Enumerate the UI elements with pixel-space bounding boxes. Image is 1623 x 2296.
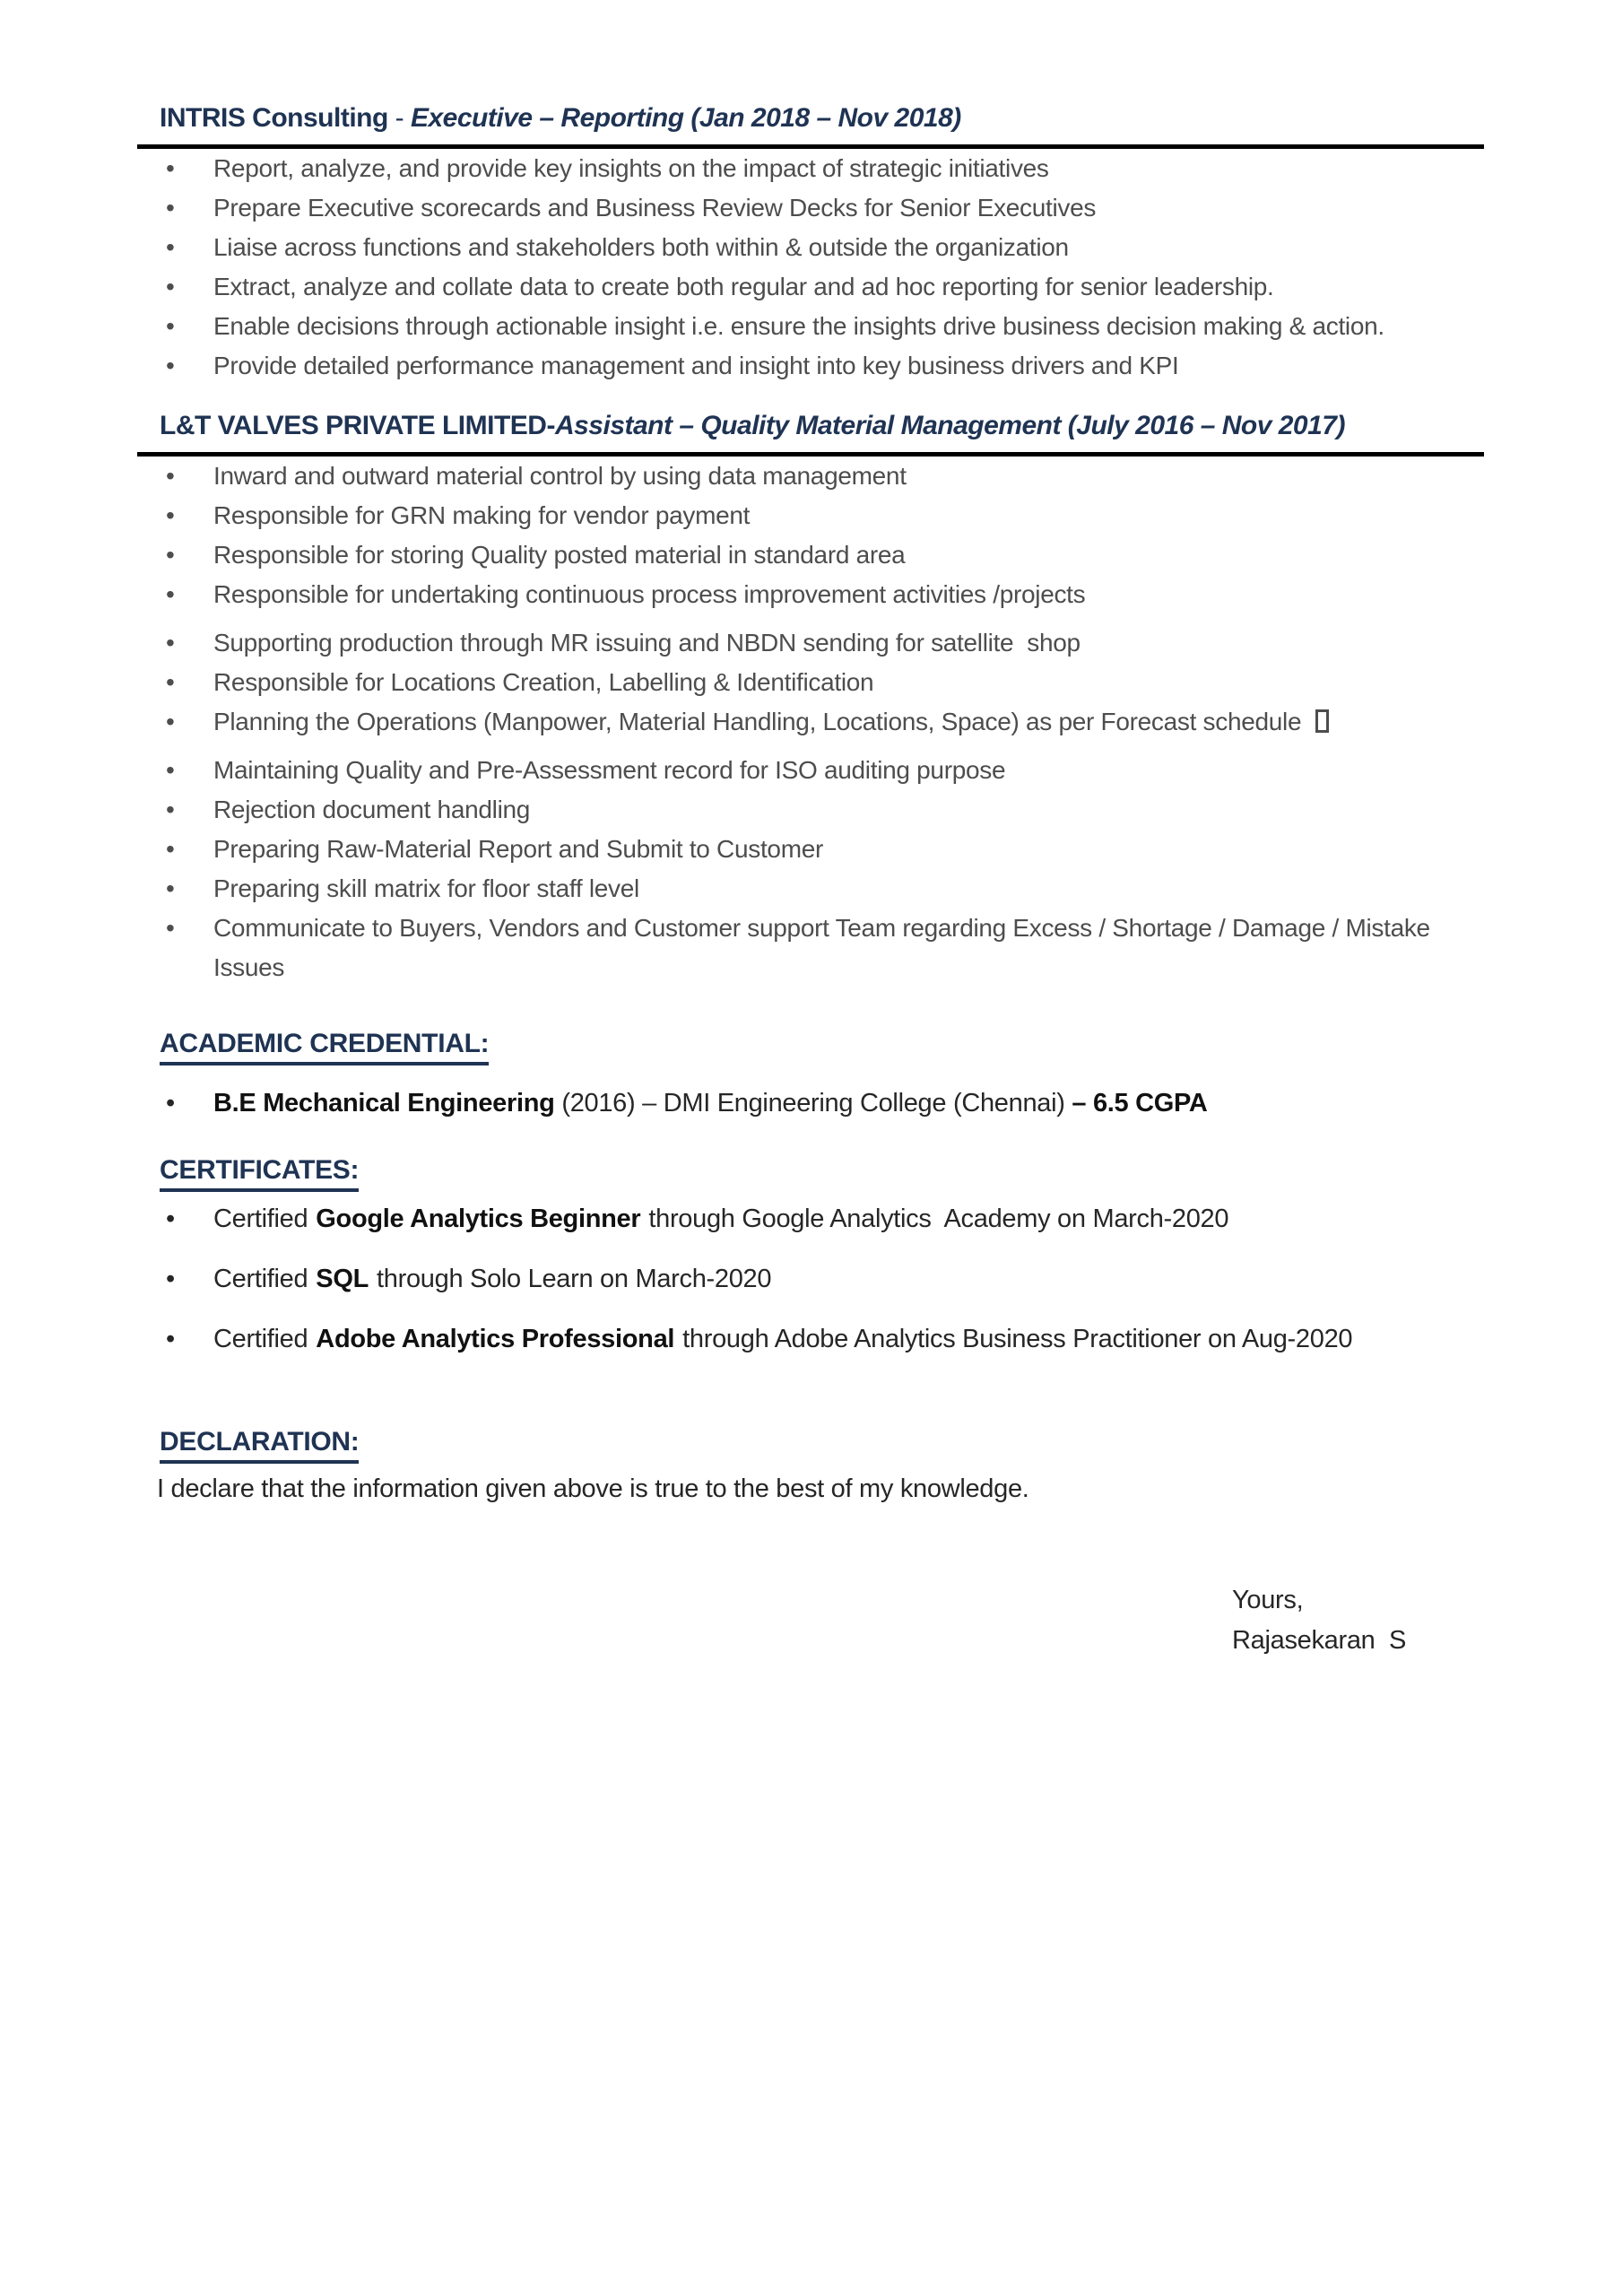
experience1-company: INTRIS Consulting [160, 103, 388, 133]
experience2-bullet-item [137, 535, 1484, 575]
certificate-pre: Certified [213, 1325, 308, 1353]
experience1-bullet-item [137, 267, 1484, 307]
experience2-bullet-item [137, 702, 1484, 742]
experience1-bullet-item [137, 149, 1484, 188]
experience1-separator: - [387, 103, 411, 133]
certificate-name: Adobe Analytics Professional [316, 1325, 675, 1353]
degree-name: B.E Mechanical Engineering [213, 1089, 555, 1118]
experience2-bullet-item [137, 575, 1484, 614]
experience1-bullet-list [137, 149, 1484, 386]
certificates-section-heading [160, 1154, 1484, 1192]
certificate-post: through Adobe Analytics Business Practitioner on Aug-2020 [682, 1325, 1353, 1353]
certificate-post: through Solo Learn on March-2020 [377, 1265, 772, 1293]
experience1-bullet-item [137, 228, 1484, 267]
bullet-text: Inward and outward material control by using data management [213, 462, 907, 490]
experience2-bullet-item [137, 751, 1484, 790]
bullet-text: Responsible for GRN making for vendor payment [213, 501, 751, 529]
experience2-bullet-item [137, 663, 1484, 702]
experience2-bullet-list [137, 457, 1484, 987]
experience2-bullet-item [137, 457, 1484, 496]
certificate-item [137, 1319, 1484, 1359]
experience2-role: Assistant – Quality Material Management (July 2016 – Nov 2017) [554, 411, 1345, 440]
experience2-bullet-item [137, 909, 1484, 987]
degree-detail: (2016) – DMI Engineering College (Chennai) [554, 1089, 1072, 1118]
certificates-list [137, 1199, 1484, 1359]
bullet-text: Enable decisions through actionable insight i.e. ensure the insights drive business decision making & action. [213, 312, 1384, 340]
bullet-text: Extract, analyze and collate data to create both regular and ad hoc reporting for senior leadership. [213, 273, 1274, 300]
experience2-header [160, 408, 1484, 444]
academic-degree-row [137, 1083, 1484, 1123]
experience1-role: Executive – Reporting (Jan 2018 – Nov 2018) [410, 103, 961, 133]
bullet-text: Provide detailed performance management and insight into key business drivers and KPI [213, 352, 1179, 379]
declaration-heading-text: DECLARATION: [160, 1426, 359, 1464]
experience1-header [160, 100, 1484, 136]
signature-block [1232, 1580, 1484, 1661]
certificate-name: SQL [316, 1265, 369, 1293]
experience2-bullet-item [137, 830, 1484, 869]
experience2-bullet-item [137, 623, 1484, 663]
certificate-item [137, 1259, 1484, 1299]
bullet-text: Responsible for undertaking continuous process improvement activities /projects [213, 580, 1086, 608]
signature-salutation: Yours, [1232, 1586, 1304, 1614]
experience2-bullet-item [137, 790, 1484, 830]
experience1-bullet-item [137, 188, 1484, 228]
experience2-bullet-item [137, 496, 1484, 535]
certificates-heading-text: CERTIFICATES: [160, 1154, 359, 1192]
declaration-body: I declare that the information given above is true to the best of my knowledge. [157, 1474, 1029, 1503]
bullet-text: Communicate to Buyers, Vendors and Customer support Team regarding Excess / Shortage / Damage / Mistake Issues [213, 914, 1430, 981]
certificate-item [137, 1199, 1484, 1239]
bullet-text: Planning the Operations (Manpower, Material Handling, Locations, Space) as per Forecast schedule [213, 708, 1302, 735]
certificate-pre: Certified [213, 1205, 308, 1233]
missing-glyph-box [1315, 709, 1329, 733]
experience1-bullet-item [137, 346, 1484, 386]
bullet-text: Report, analyze, and provide key insights on the impact of strategic initiatives [213, 154, 1049, 182]
academic-heading-text: ACADEMIC CREDENTIAL: [160, 1028, 489, 1065]
resume-content [137, 0, 1484, 1661]
signature-name: Rajasekaran S [1232, 1626, 1407, 1655]
certificate-name: Google Analytics Beginner [316, 1205, 641, 1233]
bullet-text: Responsible for Locations Creation, Labelling & Identification [213, 668, 874, 696]
bullet-text: Prepare Executive scorecards and Business Review Decks for Senior Executives [213, 194, 1097, 222]
certificate-pre: Certified [213, 1265, 308, 1293]
experience1-bullet-item [137, 307, 1484, 346]
bullet-text: Preparing skill matrix for floor staff level [213, 874, 639, 902]
bullet-text: Rejection document handling [213, 796, 531, 823]
degree-score: – 6.5 CGPA [1072, 1089, 1208, 1118]
bullet-text: Responsible for storing Quality posted material in standard area [213, 541, 906, 569]
certificate-post: through Google Analytics Academy on March-2020 [648, 1205, 1229, 1233]
bullet-text: Supporting production through MR issuing and NBDN sending for satellite shop [213, 629, 1081, 657]
experience2-company: L&T VALVES PRIVATE LIMITED- [160, 411, 555, 440]
academic-section-heading [160, 1028, 1484, 1065]
bullet-text: Preparing Raw-Material Report and Submit to Customer [213, 835, 824, 863]
experience2-bullet-item [137, 869, 1484, 909]
bullet-text: Maintaining Quality and Pre-Assessment record for ISO auditing purpose [213, 756, 1006, 784]
declaration-section-heading [160, 1426, 1484, 1464]
bullet-text: Liaise across functions and stakeholders both within & outside the organization [213, 233, 1069, 261]
